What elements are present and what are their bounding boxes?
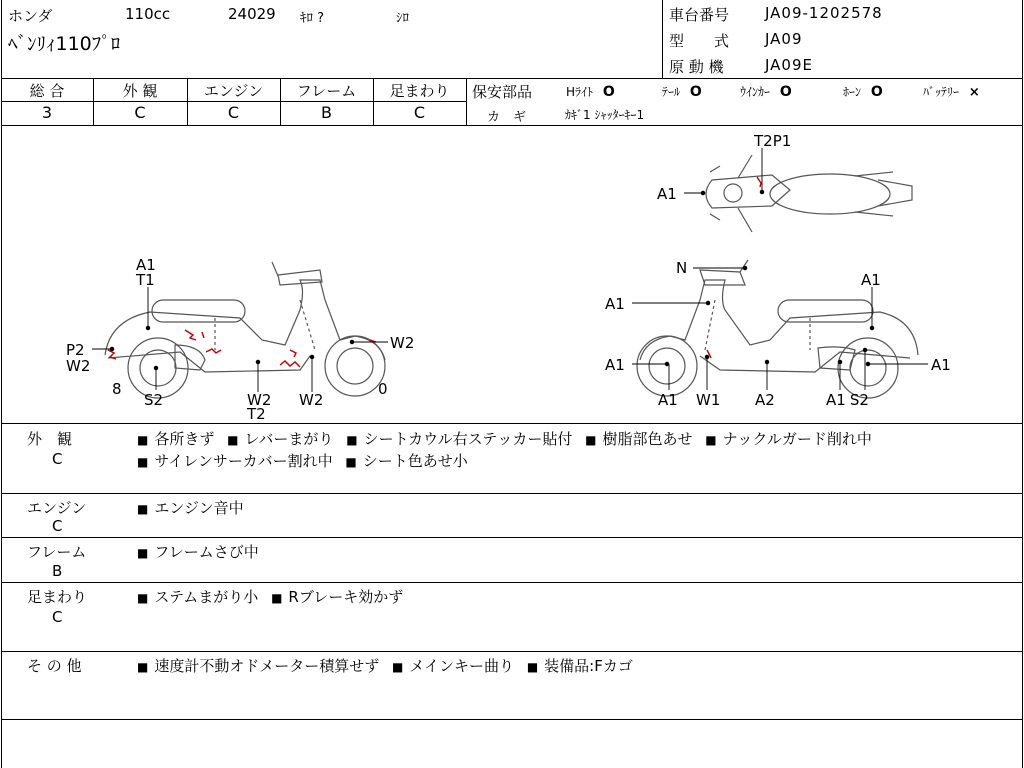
remark-item: シート色あせ小: [362, 452, 468, 470]
remark-item: ナックルガード削れ中: [722, 430, 872, 448]
chassis-number: JA09-1202578: [765, 4, 883, 22]
diag-top-t2p1: T2P1: [754, 132, 792, 150]
safety-battery-name: ﾊﾞｯﾃﾘｰ: [923, 85, 960, 99]
remark-frame-grade: B: [52, 562, 63, 580]
rule-remark-2: [1, 537, 1023, 538]
diag-left-t2: T2: [247, 405, 266, 422]
diag-left-0: 0: [378, 380, 388, 398]
remark-other-line1: ■ 速度計不動オドメーター積算せず ■ メインキー曲り ■ 装備品:Fカゴ: [137, 657, 633, 675]
damage-diagram: [0, 126, 1024, 422]
remark-item: シートカウル右ステッカー貼付: [363, 430, 573, 448]
diag-right-w1: W1: [696, 391, 721, 409]
grade-exterior-value: C: [134, 103, 146, 122]
safety-horn-mark: O: [870, 84, 883, 100]
displacement: 110cc: [125, 5, 171, 23]
rule-diagram-bottom: [1, 423, 1023, 424]
chassis-label: 車台番号: [669, 6, 730, 24]
grade-suspension-label: 足まわり: [389, 82, 450, 100]
diag-left-w2d: W2: [390, 334, 415, 352]
diag-left-a1: A1: [136, 256, 156, 274]
diag-left-w2b: W2: [247, 391, 272, 409]
remark-engine-line1: ■ エンジン音中: [137, 499, 244, 517]
safety-headlight-mark: O: [602, 84, 615, 100]
diag-left-p2: P2: [66, 341, 85, 359]
rule-grade-col5: [466, 78, 467, 125]
safety-taillight-name: ﾃｰﾙ: [662, 85, 681, 99]
remark-item: 装備品:Fカゴ: [544, 657, 633, 675]
diag-right-a1s2: [826, 391, 869, 409]
diag-right-a1-bottom: A1: [826, 391, 846, 409]
rule-header-divider: [662, 0, 663, 78]
safety-horn: [843, 83, 883, 100]
grade-overall-value: 3: [41, 103, 53, 122]
diag-left-t1: T1: [136, 271, 155, 289]
safety-battery: [923, 83, 980, 100]
safety-parts-label: 保安部品: [472, 83, 533, 101]
grade-frame-value: B: [321, 103, 332, 122]
safety-headlight: [566, 83, 615, 100]
safety-winker-name: ｳｲﾝｶｰ: [740, 85, 771, 99]
remark-item: ステムまがり小: [154, 588, 259, 606]
remark-item: 各所きず: [154, 430, 215, 448]
remark-suspension-label: 足まわり: [27, 588, 88, 606]
diag-right-s2: S2: [849, 391, 869, 409]
rule-header-bottom: [1, 78, 1023, 79]
safety-winker-mark: O: [779, 84, 792, 100]
remark-item: Rブレーキ効かず: [288, 588, 404, 606]
rule-remark-5: [1, 719, 1023, 720]
engine-model-label: 原 動 機: [669, 58, 724, 76]
grade-frame-label: フレーム: [296, 82, 357, 100]
safety-winker: [740, 83, 792, 100]
remark-engine-grade: C: [52, 517, 63, 535]
key-label: カ ギ: [487, 110, 527, 125]
grade-overall-label: 総 合: [29, 82, 65, 100]
safety-taillight-mark: O: [689, 84, 702, 100]
remark-engine-label: エンジン: [27, 499, 87, 517]
diag-right-n: N: [676, 259, 688, 277]
remark-exterior-line2: ■ サイレンサーカバー割れ中 ■ シート色あせ小: [137, 452, 468, 470]
diag-left-w2a: W2: [66, 357, 91, 375]
make: ホンダ: [8, 7, 53, 25]
diag-right-a1-wheel: A1: [605, 356, 625, 374]
remark-suspension-grade: C: [52, 608, 63, 626]
remark-item: レバーまがり: [244, 430, 334, 448]
remark-exterior-line1: ■ 各所きず ■ レバーまがり ■ シートカウル右ステッカー貼付 ■ 樹脂部色あせ ■ ナックルガード削れ中: [137, 430, 872, 448]
remark-item: メインキー曲り: [409, 657, 515, 675]
type-value: JA09: [765, 30, 803, 48]
mileage-note: ｷﾛ ?: [300, 11, 325, 26]
key-value: ｶｷﾞ1 ｼｬｯﾀｰｷｰ1: [565, 108, 645, 122]
grade-engine-value: C: [227, 103, 240, 122]
safety-horn-name: ﾎｰﾝ: [843, 85, 862, 99]
diag-left-8: 8: [112, 380, 122, 398]
grade-engine-label: エンジン: [203, 82, 264, 100]
scooter-top-view: [706, 155, 912, 232]
type-label: 型 式: [669, 32, 730, 50]
grade-suspension-value: C: [413, 103, 426, 122]
remark-item: エンジン音中: [154, 499, 244, 517]
safety-battery-mark: ×: [968, 85, 980, 100]
safety-headlight-name: Hﾗｲﾄ: [566, 85, 594, 99]
diag-right-a1-front-wheel: A1: [658, 391, 678, 409]
remark-item: フレームさび中: [154, 543, 259, 561]
grade-exterior-label: 外 観: [122, 82, 158, 100]
remark-frame-line1: ■ フレームさび中: [137, 543, 259, 561]
diag-right-a1-top: A1: [861, 271, 881, 289]
damage-marks: [108, 177, 761, 367]
remark-suspension-line1: ■ ステムまがり小 ■ Rブレーキ効かず: [137, 588, 404, 606]
safety-taillight: [662, 83, 702, 100]
remark-item: サイレンサーカバー割れ中: [154, 452, 333, 470]
diag-right-a1-rear: A1: [931, 356, 951, 374]
remark-exterior-label: 外 観: [27, 430, 73, 448]
rule-grade-mid: [1, 101, 466, 102]
diag-left-w2c: W2: [299, 391, 324, 409]
diag-left-s2: S2: [144, 391, 164, 409]
engine-model-value: JA09E: [765, 56, 813, 74]
rule-remark-3: [1, 582, 1023, 583]
remark-item: 樹脂部色あせ: [602, 430, 693, 448]
rule-remark-1: [1, 493, 1023, 494]
remark-frame-label: フレーム: [27, 543, 87, 561]
diag-right-a1-front: A1: [605, 295, 625, 313]
model-name: ﾍﾞﾝﾘｨ110ﾌﾟﾛ: [8, 33, 121, 55]
mileage: 24029: [228, 5, 276, 23]
rule-remark-4: [1, 651, 1023, 652]
diag-right-a2: A2: [755, 391, 775, 409]
diag-top-a1: A1: [657, 185, 677, 203]
body-color: ｼﾛ: [396, 11, 409, 26]
remark-other-label: そ の 他: [27, 657, 82, 675]
remark-item: 速度計不動オドメーター積算せず: [154, 657, 380, 675]
leader-lines: [92, 148, 928, 392]
remark-exterior-grade: C: [52, 450, 63, 468]
